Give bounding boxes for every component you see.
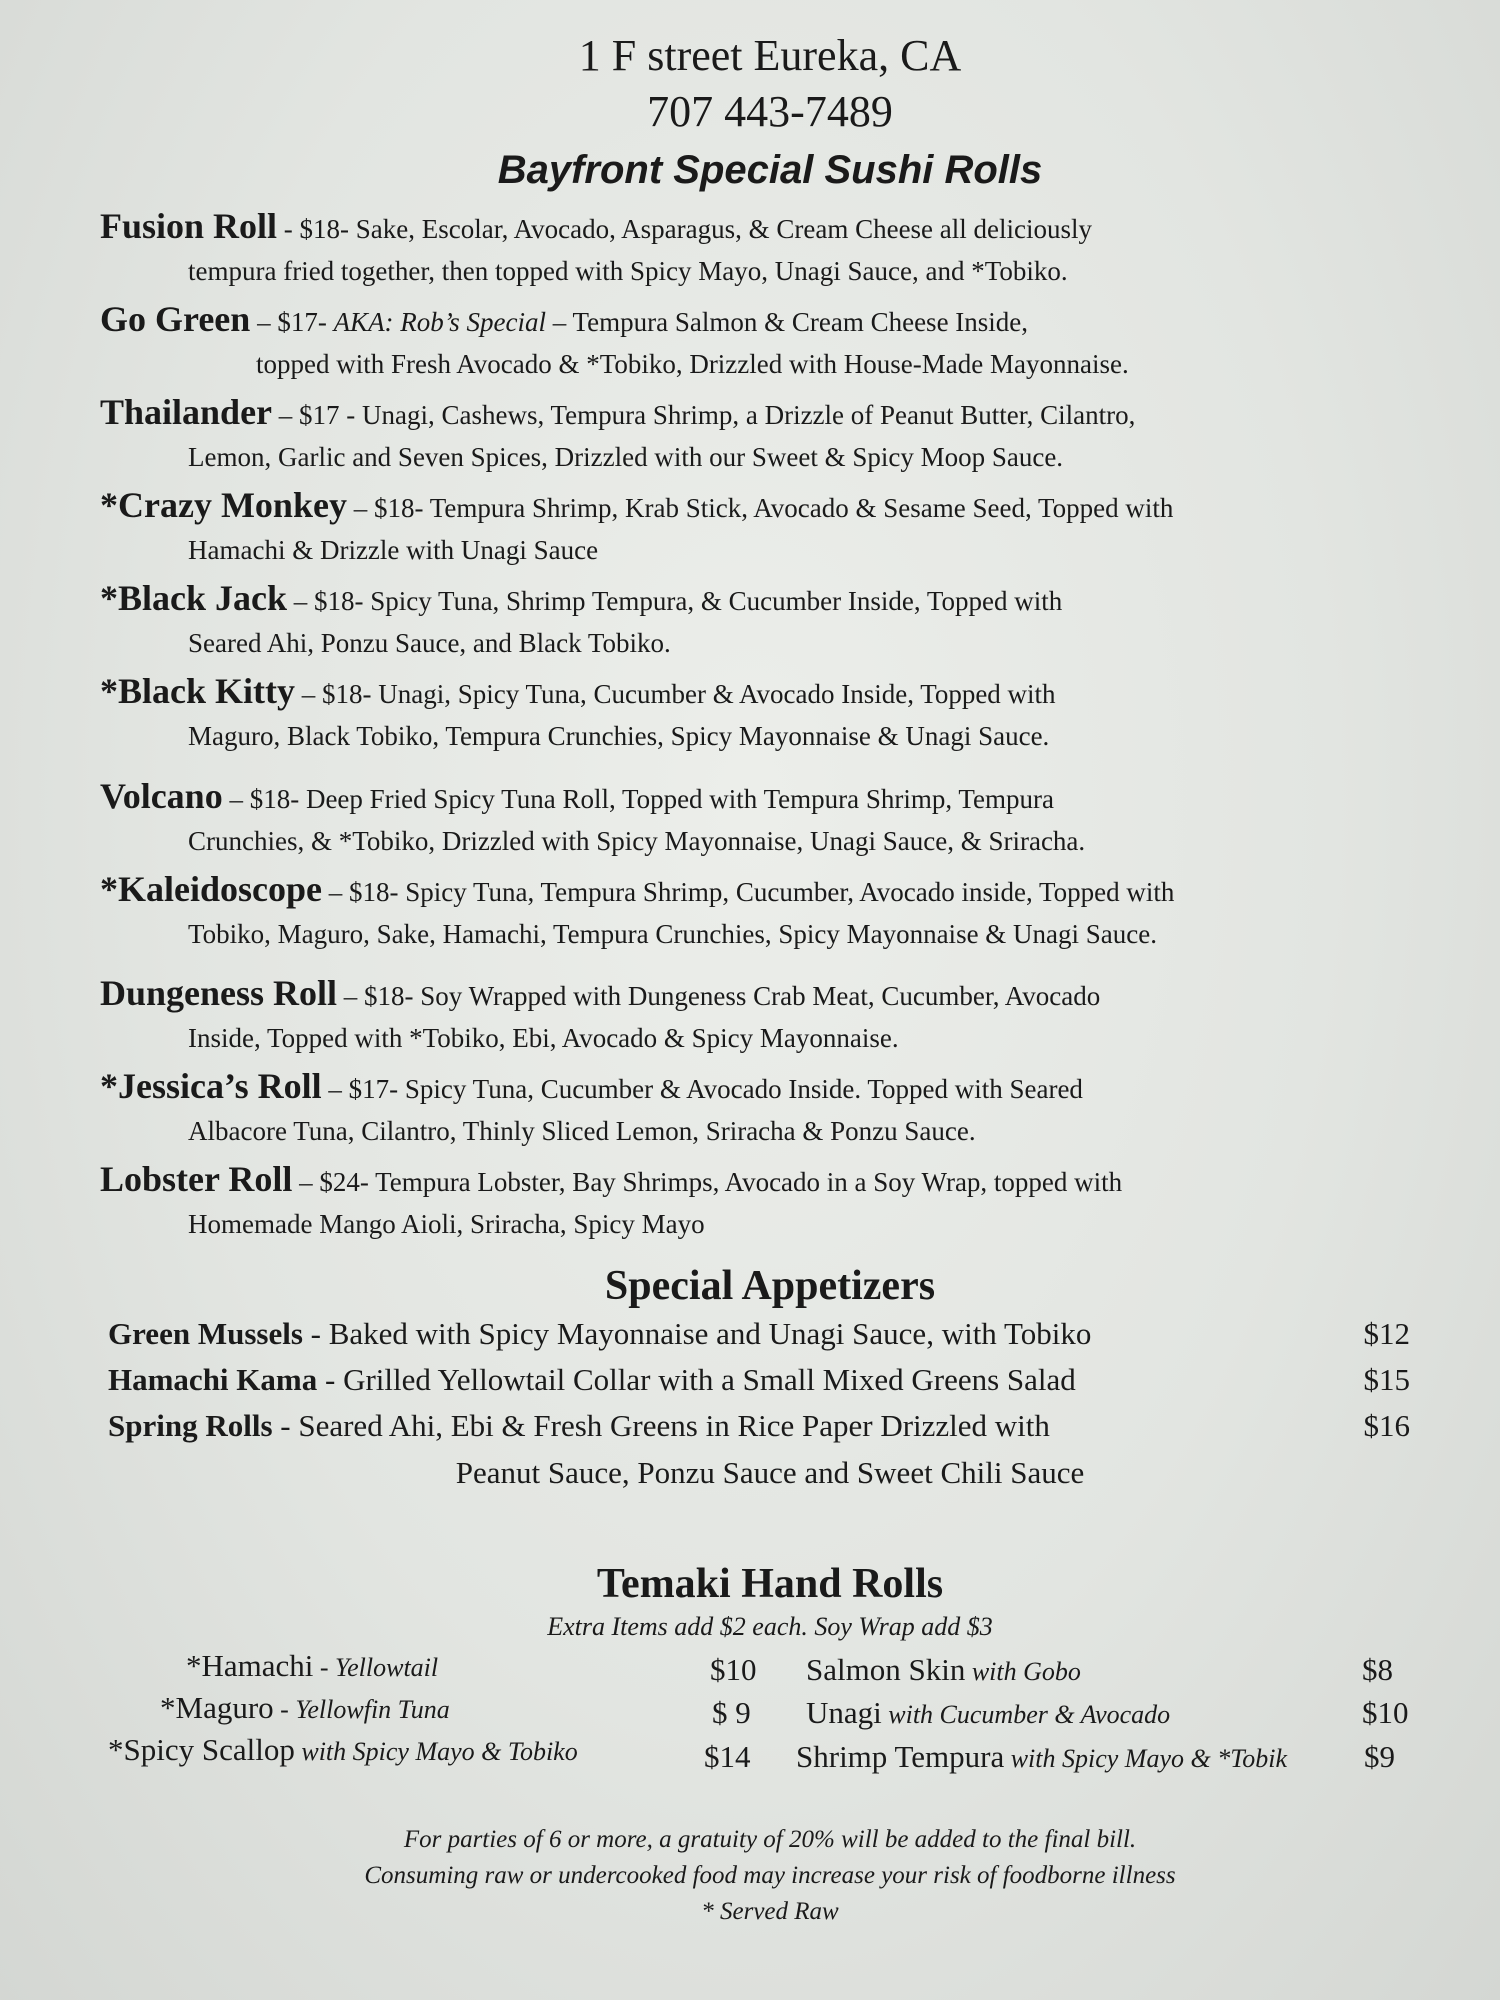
- sushi-roll-item: [100, 484, 1430, 571]
- appetizer-continuation: Peanut Sauce, Ponzu Sauce and Sweet Chili Sauce: [455, 1455, 1085, 1490]
- appetizer-name: Spring Rolls: [108, 1408, 273, 1443]
- sushi-roll-item: [100, 1158, 1430, 1245]
- roll-name: Dungeness Roll: [100, 973, 338, 1013]
- gratuity-note: For parties of 6 or more, a gratuity of 20% will be added to the final bill.: [403, 1826, 1137, 1853]
- temaki-item: [806, 1652, 1081, 1688]
- roll-separator: –: [337, 981, 365, 1011]
- temaki-name: *Hamachi: [186, 1648, 314, 1683]
- appetizer-desc: - Seared Ahi, Ebi & Fresh Greens in Rice Paper Drizzled with: [272, 1408, 1050, 1443]
- temaki-price: $10: [710, 1652, 757, 1687]
- roll-separator: –: [346, 493, 374, 523]
- roll-description: $24- Tempura Lobster, Bay Shrimps, Avocado in a Soy Wrap, topped with: [319, 1167, 1123, 1197]
- sushi-rolls-title: Bayfront Special Sushi Rolls: [497, 148, 1043, 192]
- appetizer-name: Green Mussels: [108, 1316, 303, 1351]
- temaki-price: $8: [1362, 1652, 1393, 1687]
- appetizer-price: $16: [1363, 1408, 1410, 1443]
- roll-name: Lobster Roll: [100, 1159, 293, 1199]
- temaki-note: Extra Items add $2 each. Soy Wrap add $3: [547, 1612, 993, 1641]
- roll-description-line2: Lemon, Garlic and Seven Spices, Drizzled with our Sweet & Spicy Moop Sauce.: [188, 442, 1064, 472]
- roll-description: $18- Tempura Shrimp, Krab Stick, Avocado & Sesame Seed, Topped with: [373, 493, 1174, 523]
- temaki-desc: with Spicy Mayo & *Tobik: [1004, 1744, 1288, 1773]
- temaki-item: [806, 1695, 1170, 1731]
- roll-separator: –: [272, 400, 300, 430]
- sushi-roll-item: [100, 972, 1430, 1059]
- temaki-desc: - Yellowfin Tuna: [273, 1695, 450, 1724]
- roll-description-line2: Homemade Mango Aioli, Sriracha, Spicy Mayo: [188, 1209, 705, 1239]
- roll-description-line2: Crunchies, & *Tobiko, Drizzled with Spicy Mayonnaise, Unagi Sauce, & Sriracha.: [188, 826, 1086, 856]
- temaki-item: [186, 1648, 438, 1684]
- temaki-name: Shrimp Tempura: [796, 1739, 1005, 1774]
- temaki-desc: with Cucumber & Avocado: [881, 1700, 1171, 1729]
- roll-description-line2: Albacore Tuna, Cilantro, Thinly Sliced Lemon, Sriracha & Ponzu Sauce.: [188, 1116, 976, 1146]
- sushi-roll-item: [100, 1065, 1430, 1152]
- appetizer-item: [108, 1316, 1418, 1352]
- roll-separator: –: [295, 679, 322, 709]
- temaki-title: Temaki Hand Rolls: [596, 1561, 944, 1607]
- roll-name: *Crazy Monkey: [100, 485, 347, 525]
- appetizer-price: $12: [1363, 1316, 1410, 1351]
- appetizer-desc: - Grilled Yellowtail Collar with a Small Mixed Greens Salad: [317, 1362, 1076, 1397]
- roll-description: $18- Spicy Tuna, Shrimp Tempura, & Cucumber Inside, Topped with: [314, 586, 1063, 616]
- sushi-roll-item: [100, 298, 1430, 385]
- sushi-roll-item: [100, 868, 1430, 955]
- sushi-roll-item: [100, 775, 1430, 862]
- roll-description-cont: – Tempura Salmon & Cream Cheese Inside,: [546, 307, 1029, 337]
- roll-separator: –: [321, 1074, 349, 1104]
- roll-description: $17 - Unagi, Cashews, Tempura Shrimp, a Drizzle of Peanut Butter, Cilantro,: [299, 400, 1136, 430]
- roll-name: Volcano: [100, 776, 223, 816]
- sushi-roll-item: [100, 577, 1430, 664]
- roll-description-line2: topped with Fresh Avocado & *Tobiko, Drizzled with House-Made Mayonnaise.: [256, 349, 1129, 379]
- roll-description-line2: Tobiko, Maguro, Sake, Hamachi, Tempura Crunchies, Spicy Mayonnaise & Unagi Sauce.: [188, 919, 1158, 949]
- roll-name: *Kaleidoscope: [100, 869, 322, 909]
- temaki-name: *Maguro: [160, 1690, 274, 1725]
- roll-description-line2: Seared Ahi, Ponzu Sauce, and Black Tobiko.: [188, 628, 671, 658]
- roll-description-line2: Maguro, Black Tobiko, Tempura Crunchies, Spicy Mayonnaise & Unagi Sauce.: [188, 721, 1050, 751]
- roll-aka: AKA: Rob’s Special: [333, 307, 547, 337]
- sushi-roll-item: [100, 670, 1430, 757]
- roll-separator: –: [250, 307, 278, 337]
- roll-separator: –: [222, 784, 250, 814]
- temaki-item: [160, 1690, 450, 1726]
- temaki-price: $14: [704, 1739, 751, 1774]
- roll-name: Fusion Roll: [100, 206, 278, 246]
- temaki-item: [108, 1732, 578, 1768]
- roll-description-line2: Hamachi & Drizzle with Unagi Sauce: [188, 535, 599, 565]
- temaki-desc: with Gobo: [965, 1657, 1081, 1686]
- roll-description: $18- Spicy Tuna, Tempura Shrimp, Cucumber, Avocado inside, Topped with: [349, 877, 1175, 907]
- temaki-desc: - Yellowtail: [313, 1653, 439, 1682]
- menu-footer: [0, 1822, 1500, 1930]
- appetizers-title: Special Appetizers: [604, 1263, 936, 1309]
- restaurant-phone: 707 443-7489: [647, 87, 893, 136]
- roll-description: $18- Sake, Escolar, Avocado, Asparagus, & Cream Cheese all deliciously: [299, 214, 1093, 244]
- roll-name: Go Green: [100, 299, 251, 339]
- served-raw-note: * Served Raw: [701, 1898, 839, 1925]
- roll-description-line2: tempura fried together, then topped with Spicy Mayo, Unagi Sauce, and *Tobiko.: [188, 256, 1068, 286]
- sushi-roll-item: [100, 391, 1430, 478]
- appetizer-name: Hamachi Kama: [108, 1362, 318, 1397]
- sushi-roll-item: [100, 205, 1430, 292]
- appetizer-desc: - Baked with Spicy Mayonnaise and Unagi Sauce, with Tobiko: [302, 1316, 1092, 1351]
- temaki-item: [796, 1739, 1287, 1775]
- restaurant-address-block: [0, 28, 1500, 140]
- roll-separator: –: [322, 877, 349, 907]
- appetizer-item: [108, 1408, 1418, 1444]
- roll-name: Thailander: [100, 392, 273, 432]
- roll-description: $18- Soy Wrapped with Dungeness Crab Meat, Cucumber, Avocado: [364, 981, 1101, 1011]
- roll-name: *Black Kitty: [100, 671, 295, 711]
- roll-description: $18- Deep Fried Spicy Tuna Roll, Topped with Tempura Shrimp, Tempura: [249, 784, 1054, 814]
- restaurant-address: 1 F street Eureka, CA: [578, 31, 962, 80]
- temaki-name: Unagi: [806, 1695, 882, 1730]
- appetizer-item: [108, 1362, 1418, 1398]
- roll-name: *Black Jack: [100, 578, 288, 618]
- roll-description-line2: Inside, Topped with *Tobiko, Ebi, Avocado & Spicy Mayonnaise.: [188, 1023, 899, 1053]
- roll-separator: –: [287, 586, 315, 616]
- temaki-price: $9: [1364, 1739, 1395, 1774]
- temaki-price: $ 9: [712, 1695, 751, 1730]
- roll-name: *Jessica’s Roll: [100, 1066, 322, 1106]
- raw-food-warning: Consuming raw or undercooked food may increase your risk of foodborne illness: [364, 1862, 1176, 1889]
- temaki-name: *Spicy Scallop: [108, 1732, 295, 1767]
- roll-description: $18- Unagi, Spicy Tuna, Cucumber & Avocado Inside, Topped with: [322, 679, 1056, 709]
- roll-separator: –: [292, 1167, 320, 1197]
- temaki-price: $10: [1362, 1695, 1409, 1730]
- temaki-name: Salmon Skin: [806, 1652, 966, 1687]
- appetizer-price: $15: [1363, 1362, 1410, 1397]
- temaki-desc: with Spicy Mayo & Tobiko: [294, 1737, 578, 1766]
- roll-separator: -: [277, 214, 300, 244]
- roll-description: $17- Spicy Tuna, Cucumber & Avocado Inside. Topped with Seared: [348, 1074, 1083, 1104]
- roll-description: $17-: [277, 307, 334, 337]
